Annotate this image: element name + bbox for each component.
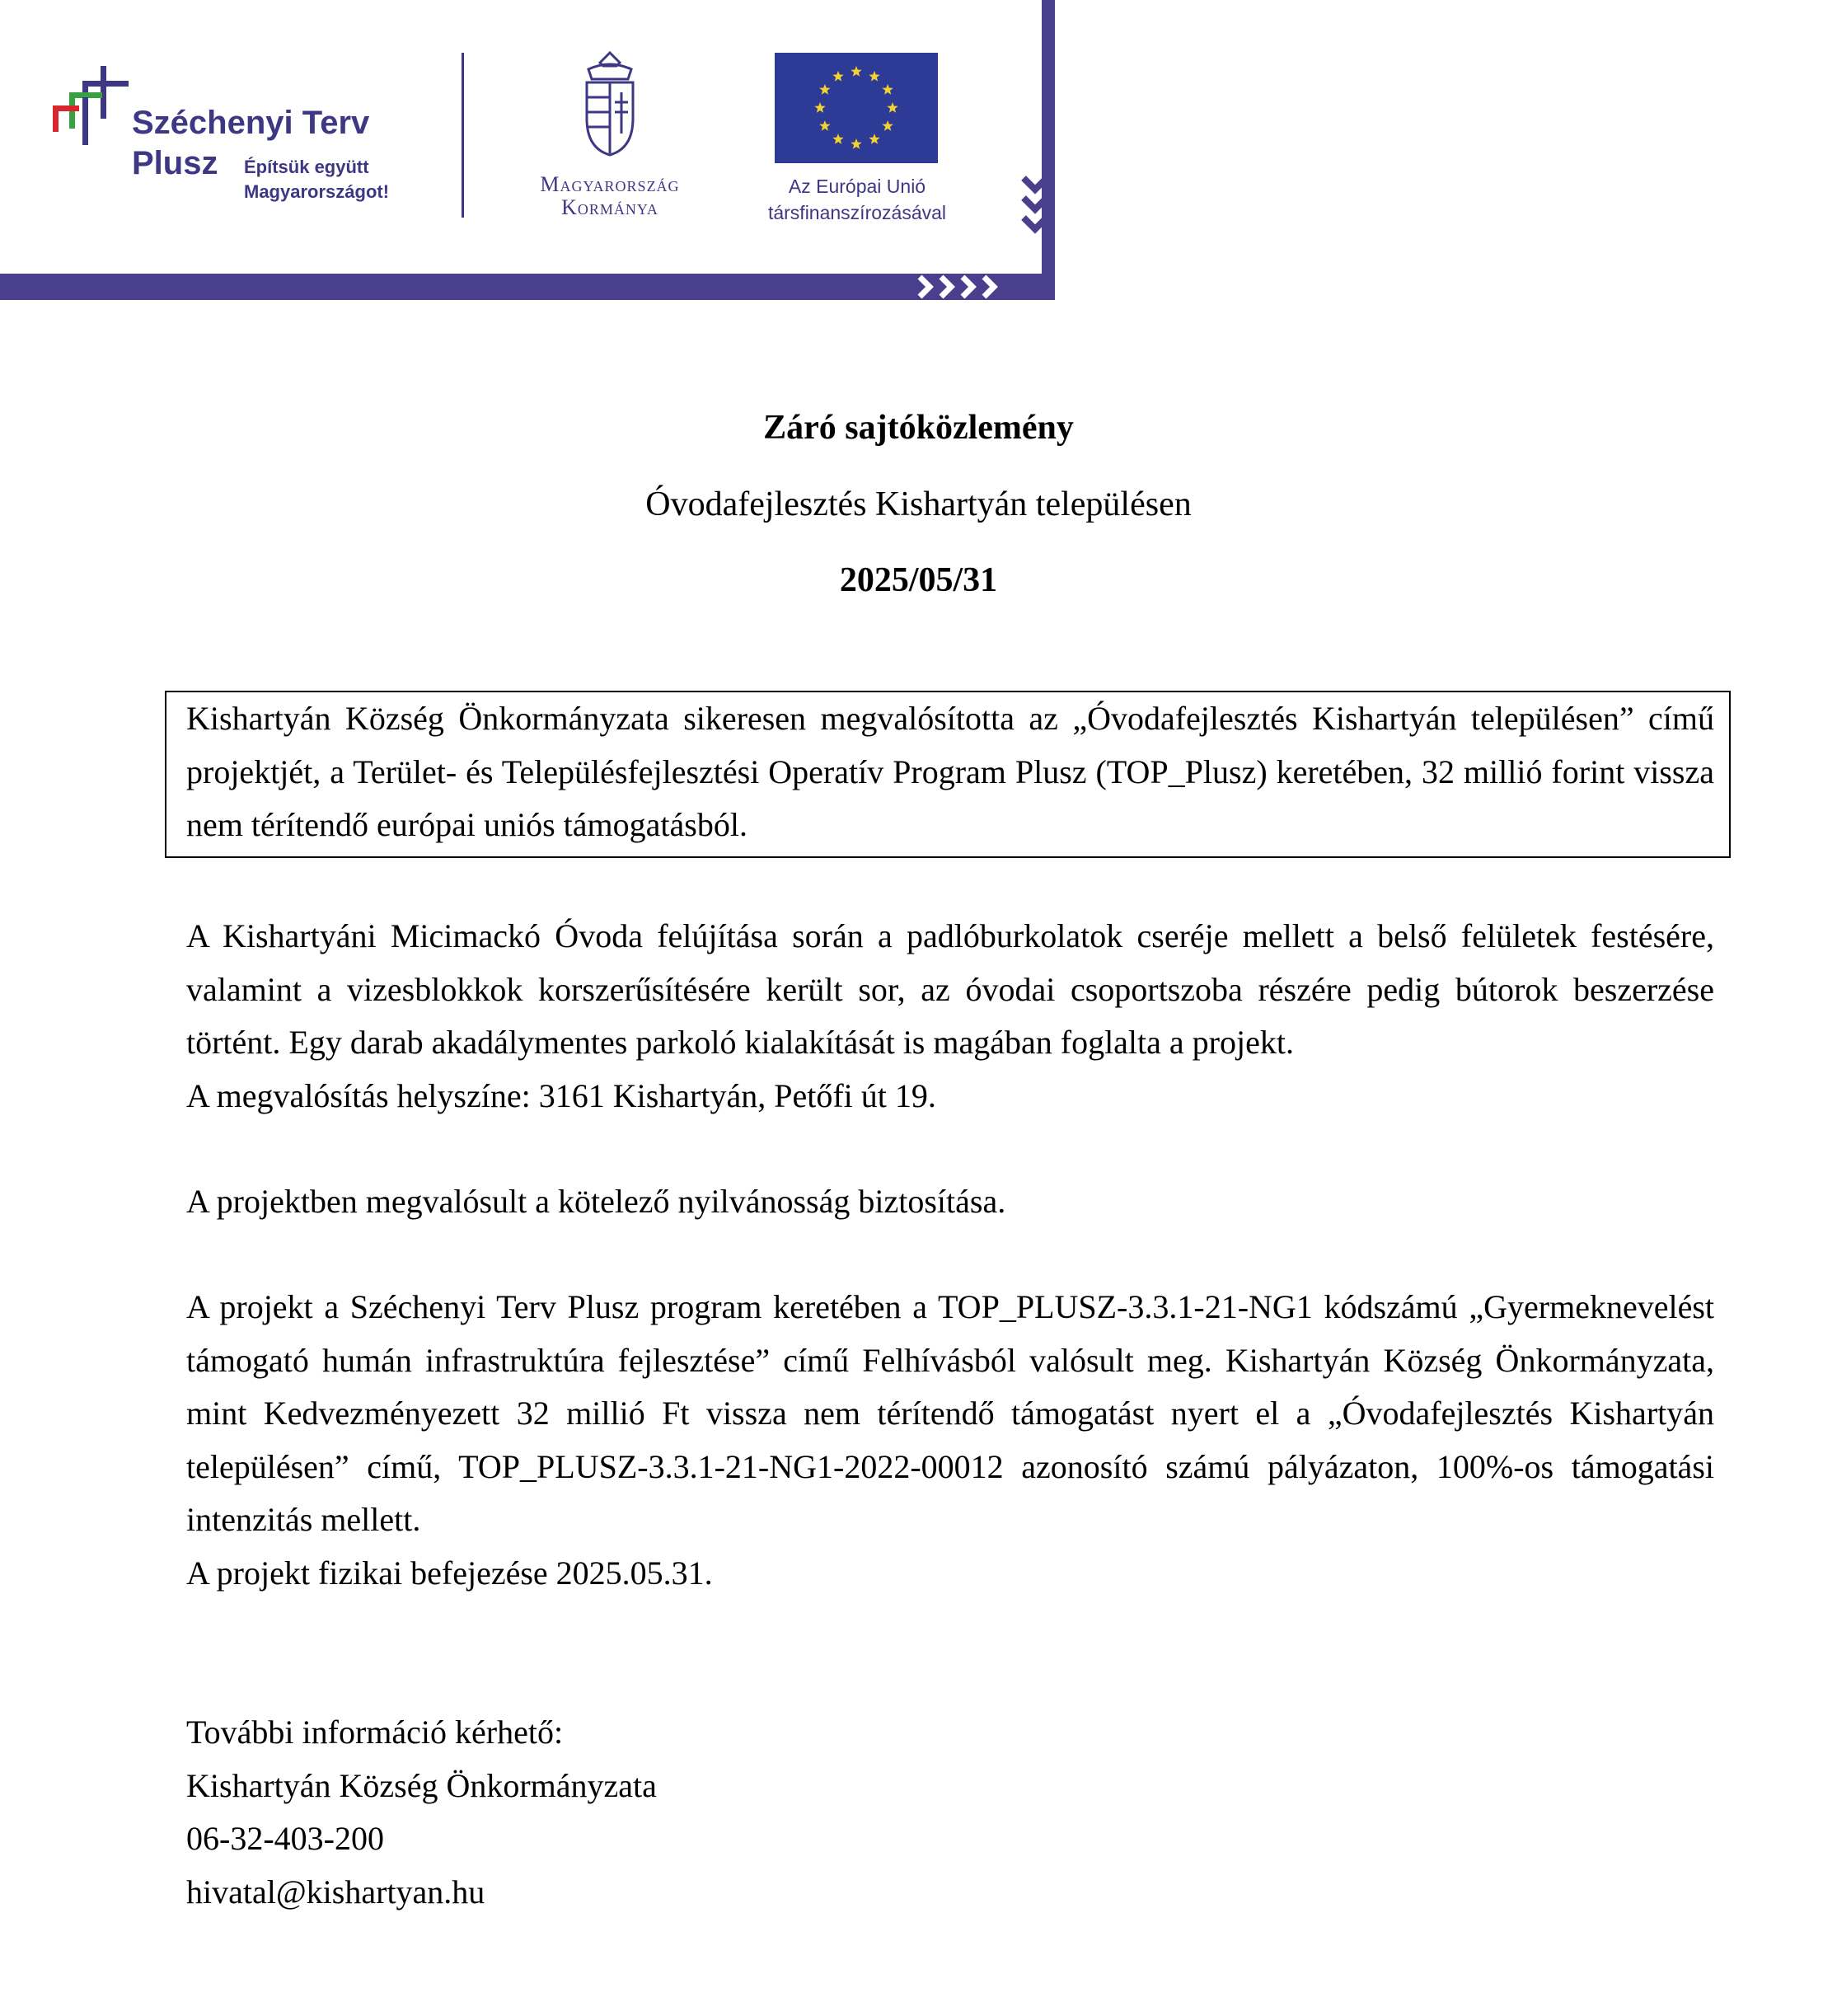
eu-star <box>887 102 897 113</box>
eu-star <box>882 120 893 131</box>
eu-star <box>819 84 830 95</box>
government-line-1: Magyarország <box>540 172 680 196</box>
contact-email[interactable]: hivatal@kishartyan.hu <box>186 1873 485 1911</box>
eu-star <box>832 134 843 144</box>
eu-line-1: Az Európai Unió <box>788 176 926 197</box>
completion-line: A projekt fizikai befejezése 2025.05.31. <box>186 1554 713 1592</box>
contact-label: További információ kérhető: <box>186 1714 564 1751</box>
document-title: Záró sajtóközlemény <box>763 409 1074 447</box>
government-logo <box>503 51 717 232</box>
location-line: A megvalósítás helyszíne: 3161 Kishartyán, Petőfi út 19. <box>186 1076 936 1114</box>
description-text: A Kishartyáni Micimackó Óvoda felújítása során a padlóburkolatok cseréje mellett a belső felületek festésére, valamint a vizesblokkok korszerűsítésére került sor, az óvodai csoportszoba részére pedig bútorok beszerzése történt. Egy darab akadálymentes parkoló kialakítását is magában foglalta a projekt. <box>186 917 1714 1061</box>
eu-star <box>869 134 879 144</box>
logo-divider <box>462 53 464 218</box>
chevron-down-icon <box>1020 173 1050 239</box>
eu-logo <box>742 53 972 234</box>
eu-star <box>851 138 861 149</box>
header-banner <box>0 0 1055 305</box>
banner-bottom-bar <box>0 274 1055 300</box>
szechenyi-plusz: Plusz <box>132 145 218 181</box>
coat-of-arms-icon <box>577 51 643 158</box>
szechenyi-terv-logo <box>49 63 412 227</box>
eu-stars <box>775 53 938 163</box>
funding-paragraph <box>186 1281 1714 1600</box>
eu-text <box>742 173 972 226</box>
document-date: 2025/05/31 <box>839 561 998 599</box>
szechenyi-name: Széchenyi Terv <box>132 105 370 141</box>
slogan-line-2: Magyarországot! <box>244 181 390 202</box>
publicity-paragraph: A projektben megvalósult a kötelező nyilvánosság biztosítása. <box>186 1183 1006 1220</box>
szechenyi-slogan <box>244 155 389 204</box>
contact-block <box>186 1706 1714 1919</box>
eu-star <box>869 71 879 82</box>
eu-flag-icon <box>775 53 938 163</box>
slogan-line-1: Építsük együtt <box>244 157 369 177</box>
eu-star <box>851 66 861 77</box>
eu-star <box>814 102 825 113</box>
funding-text: A projekt a Széchenyi Terv Plusz program keretében a TOP_PLUSZ-3.3.1-21-NG1 kódszámú „Gyermeknevelést támogató humán infrastruktúra fejlesztése” című Felhívásból valósult meg. Kishartyán Község Önkormányzata, mint Kedvezményezett 32 millió Ft vissza nem térítendő támogatást nyert el a „Óvodafejlesztés Kishartyán településen” című, TOP_PLUSZ-3.3.1-21-NG1-2022-00012 azonosító számú pályázaton, 100%-os támogatási intenzitás mellett. <box>186 1288 1714 1538</box>
description-paragraph <box>186 910 1714 1123</box>
eu-star <box>832 71 843 82</box>
summary-paragraph: Kishartyán Község Önkormányzata sikeresen megvalósította az „Óvodafejlesztés Kishartyán településen” című projektjét, a Terület- és Településfejlesztési Operatív Program Plusz (TOP_Plusz) keretében, 32 millió forint vissza nem térítendő európai uniós támogatásból. <box>186 700 1714 843</box>
chevron-right-icon <box>916 274 1002 300</box>
eu-line-2: társfinanszírozásával <box>767 202 947 223</box>
szechenyi-cross-icon <box>49 63 140 153</box>
eu-star <box>819 120 830 131</box>
eu-star <box>882 84 893 95</box>
banner-right-bar <box>1042 0 1055 300</box>
government-text <box>503 173 717 219</box>
government-line-2: Kormánya <box>561 195 658 219</box>
contact-phone: 06-32-403-200 <box>186 1820 384 1857</box>
document-subtitle: Óvodafejlesztés Kishartyán településen <box>645 485 1192 523</box>
contact-organization: Kishartyán Község Önkormányzata <box>186 1766 657 1804</box>
